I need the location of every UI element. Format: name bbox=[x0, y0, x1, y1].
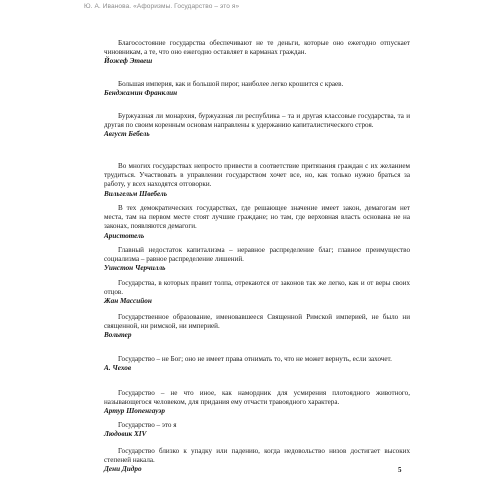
quote-text: Во многих государствах непросто привести в соответствие притязания граждан с их желанием трудиться. Участвовать в управлении государством хочет все, но, как только нужно браться за работу, у всех находятся отговорки. bbox=[104, 162, 410, 189]
page-number: 5 bbox=[398, 466, 402, 474]
quote-text: Государство – не Бог; оно не имеет права отнимать то, что не может вернуть, если захочет. bbox=[118, 355, 392, 363]
quote-author: А. Чехов bbox=[104, 364, 132, 373]
quote-author: Август Бебель bbox=[104, 130, 150, 139]
quote-author: Людовик XIV bbox=[104, 430, 147, 439]
quote-block bbox=[104, 447, 410, 475]
quote-text: Главный недостаток капитализма – неравное распределение благ; главное преимущество социализма – равное распределение лишений. bbox=[104, 246, 410, 264]
quote-author: Уинстон Черчилль bbox=[104, 264, 166, 273]
quote-author: Вильгельм Швебель bbox=[104, 189, 168, 198]
running-header: Ю. А. Иванова. «Афоризмы. Государство – это я» bbox=[84, 3, 240, 10]
quote-author: Йожеф Этвеш bbox=[104, 57, 153, 66]
quote-block bbox=[104, 313, 410, 341]
quote-block bbox=[104, 204, 410, 241]
quote-author: Артур Шопенгауэр bbox=[104, 407, 165, 416]
quote-block bbox=[104, 279, 410, 307]
quote-block bbox=[104, 389, 410, 417]
quote-text: Государство близко к упадку или падению, когда недовольство низов достигает высоких степеней накала. bbox=[104, 447, 410, 465]
quote-text: Благосостояние государства обеспечивают не те деньги, которые оно ежегодно отпускает чиновникам, а те, что оно ежегодно оставляет в карманах граждан. bbox=[104, 39, 410, 57]
quote-author: Дени Дидро bbox=[104, 465, 142, 474]
quote-author: Вольтер bbox=[104, 331, 132, 340]
quote-text: Государственное образование, именовавшееся Священной Римской империей, не было ни священной, ни римской, ни империей. bbox=[104, 313, 410, 331]
quote-author: Бенджамин Франклин bbox=[104, 89, 178, 98]
quote-author: Жан Массийон bbox=[104, 297, 152, 306]
quote-block bbox=[104, 246, 410, 274]
quote-author: Аристотель bbox=[104, 231, 145, 240]
quote-block bbox=[104, 80, 410, 98]
quote-block bbox=[104, 39, 410, 67]
quote-text: Большая империя, как и большой пирог, наиболее легко крошится с краев. bbox=[118, 80, 344, 88]
quote-text: Государства, в которых правит толпа, отрекаются от законов так же легко, как и от веры своих отцов. bbox=[104, 279, 410, 297]
quote-text: Государство – это я bbox=[118, 421, 177, 429]
quote-text: Государство – не что иное, как намордник для усмирения плотоядного животного, называющегося человеком, для придания ему отчасти травоядного характера. bbox=[104, 389, 410, 407]
quote-text: В тех демократических государствах, где решающее значение имеет закон, демагогам нет места, там на первом месте стоят лучшие граждане; но там, где верховная власть основана не на законах, появляются демагоги. bbox=[104, 204, 410, 231]
quote-block bbox=[104, 421, 410, 439]
quote-text: Буржуазная ли монархия, буржуазная ли республика – та и другая классовые государства, та и другая по своим коренным основам направлены к удержанию капиталистического строя. bbox=[104, 112, 410, 130]
quote-block bbox=[104, 112, 410, 140]
quote-block bbox=[104, 355, 410, 373]
quote-block bbox=[104, 162, 410, 199]
